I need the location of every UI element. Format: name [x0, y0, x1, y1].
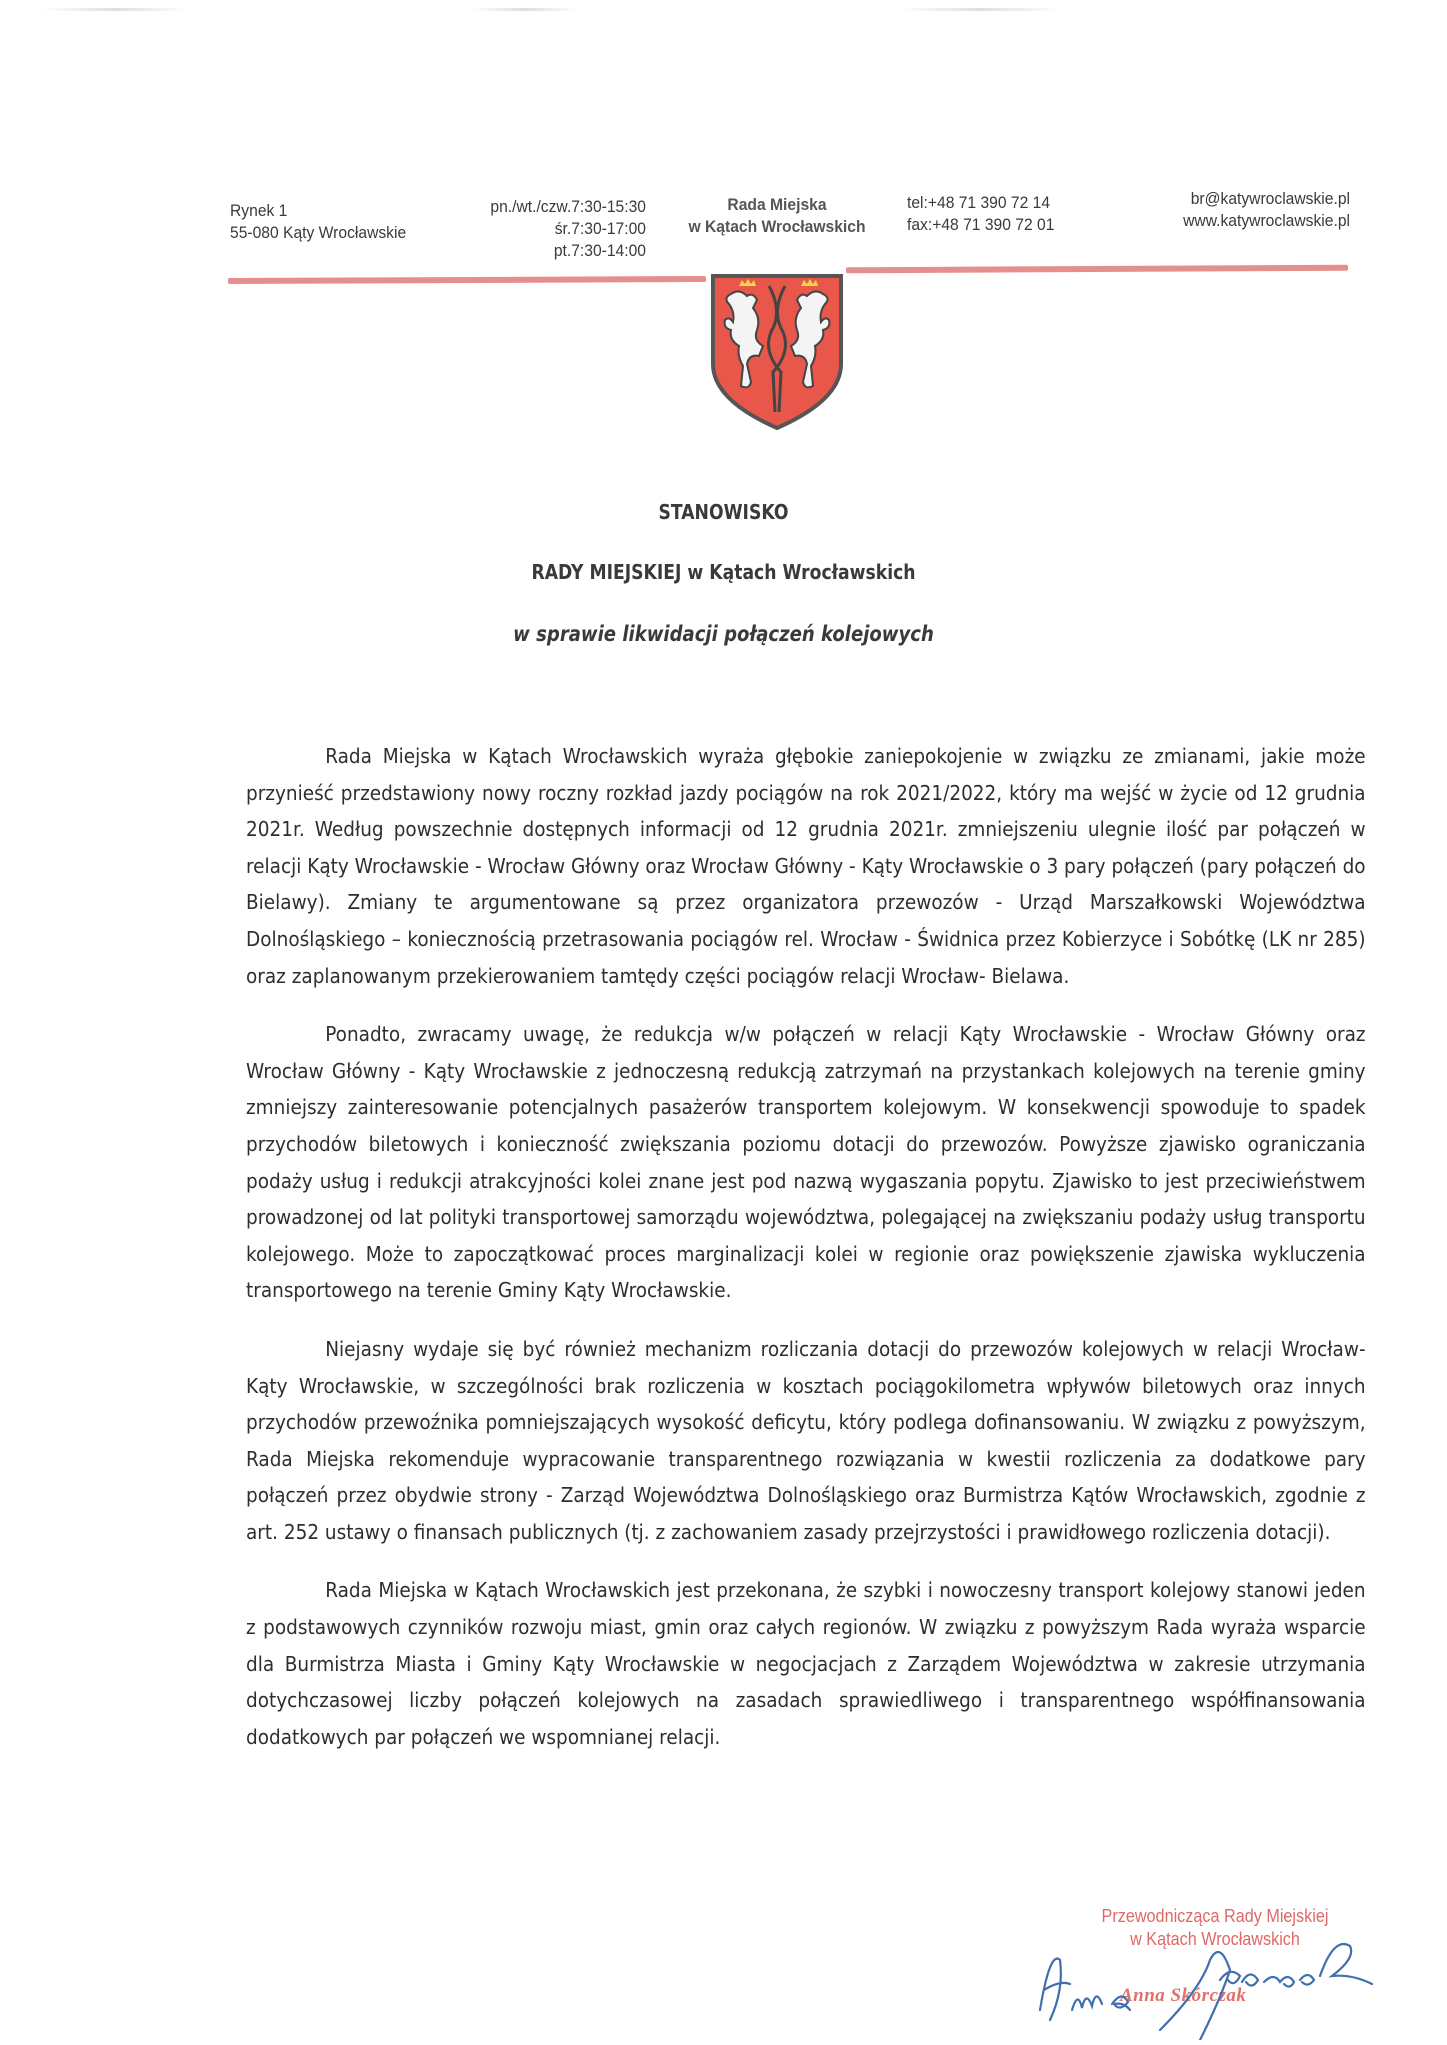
letterhead-address	[230, 200, 406, 244]
letterhead-council-name	[673, 194, 881, 238]
fax-line: fax:+48 71 390 72 01	[907, 215, 1055, 234]
address-line: Rynek 1	[230, 201, 288, 220]
document-subtitle: RADY MIEJSKIEJ w Kątach Wrocławskich	[531, 560, 916, 584]
coat-of-arms-icon	[709, 272, 845, 432]
council-line: w Kątach Wrocławskich	[688, 217, 866, 236]
paragraph: Rada Miejska w Kątach Wrocławskich jest przekonana, że szybki i nowoczesny transport kolejowy stanowi jeden z podstawowych czynników rozwoju miast, gmin oraz całych regionów. W związku z powyższym Rada wyraża wsparcie dla Burmistrza Miasta i Gminy Kąty Wrocławskie w negocjacjach z Zarządem Województwa w zakresie utrzymania dotychczasowej liczby połączeń kolejowych na zasadach sprawiedliwego i transparentnego współfinansowania dodatkowych par połączeń we wspomnianej relacji.	[246, 1578, 1366, 1749]
scan-artifact	[900, 8, 1060, 11]
paragraph: Rada Miejska w Kątach Wrocławskich wyraża głębokie zaniepokojenie w związku ze zmianami, jakie może przynieść przedstawiony nowy roczny rozkład jazdy pociągów na rok 2021/2022, który ma wejść w życie od 12 grudnia 2021r. Według powszechnie dostępnych informacji od 12 grudnia 2021r. zmniejszeniu ulegnie ilość par połączeń w relacji Kąty Wrocławskie - Wrocław Główny oraz Wrocław Główny - Kąty Wrocławskie o 3 pary połączeń (pary połączeń do Bielawy). Zmiany te argumentowane są przez organizatora przewozów - Urząd Marszałkowski Województwa Dolnośląskiego – koniecznością przetrasowania pociągów rel. Wrocław - Świdnica przez Kobierzyce i Sobótkę (LK nr 285) oraz zaplanowanym przekierowaniem tamtędy części pociągów relacji Wrocław- Bielawa.	[246, 744, 1366, 988]
address-line: 55-080 Kąty Wrocławskie	[230, 223, 407, 242]
letterhead-divider-right	[846, 265, 1348, 274]
hours-line: pn./wt./czw.7:30-15:30	[490, 197, 646, 216]
council-line: Rada Miejska	[727, 195, 827, 214]
stamp-line: Przewodnicząca Rady Miejskiej	[1101, 1906, 1329, 1926]
document-subject: w sprawie likwidacji połączeń kolejowych	[513, 622, 934, 646]
document-title: STANOWISKO	[658, 500, 789, 524]
letterhead-contact-web	[1157, 188, 1350, 232]
website-link[interactable]: www.katywroclawskie.pl	[1183, 211, 1350, 230]
signatory-name: Anna Skórczak	[1120, 1985, 1247, 2006]
scan-artifact	[40, 8, 190, 11]
document-body	[246, 738, 1366, 1777]
scan-artifact	[470, 8, 580, 11]
hours-line: pt.7:30-14:00	[553, 241, 646, 260]
letterhead-divider-left	[228, 276, 706, 284]
letterhead-phone	[907, 192, 1054, 236]
stamp-line: w Kątach Wrocławskich	[1130, 1929, 1300, 1949]
paragraph: Niejasny wydaje się być również mechanizm rozliczania dotacji do przewozów kolejowych w relacji Wrocław-Kąty Wrocławskie, w szczególności brak rozliczenia w kosztach pociągokilometra wpływów biletowych oraz innych przychodów przewoźnika pomniejszających wysokość deficytu, który podlega dofinansowaniu. W związku z powyższym, Rada Miejska rekomenduje wypracowanie transparentnego rozwiązania w kwestii rozliczenia za dodatkowe pary połączeń przez obydwie strony - Zarząd Województwa Dolnośląskiego oraz Burmistrza Kątów Wrocławskich, zgodnie z art. 252 ustawy o finansach publicznych (tj. z zachowaniem zasady przejrzystości i prawidłowego rozliczenia dotacji).	[246, 1336, 1366, 1544]
letterhead-office-hours	[471, 196, 646, 262]
phone-line: tel:+48 71 390 72 14	[907, 193, 1051, 212]
hours-line: śr.7:30-17:00	[554, 219, 646, 238]
email-link[interactable]: br@katywroclawskie.pl	[1190, 189, 1350, 208]
handwritten-signature-icon	[1020, 1930, 1400, 2040]
paragraph: Ponadto, zwracamy uwagę, że redukcja w/w połączeń w relacji Kąty Wrocławskie - Wrocław Główny oraz Wrocław Główny - Kąty Wrocławskie z jednoczesną redukcją zatrzymań na przystankach kolejowych na terenie gminy zmniejszy zainteresowanie potencjalnych pasażerów transportem kolejowym. W konsekwencji spowoduje to spadek przychodów biletowych i konieczność zwiększania poziomu dotacji do przewozów. Powyższe zjawisko ograniczania podaży usług i redukcji atrakcyjności kolei znane jest pod nazwą wygaszania popytu. Zjawisko to jest przeciwieństwem prowadzonej od lat polityki transportowej samorządu województwa, polegającej na zwiększaniu podaży usług transportu kolejowego. Może to zapoczątkować proces marginalizacji kolei w regionie oraz powiększenie zjawiska wykluczenia transportowego na terenie Gminy Kąty Wrocławskie.	[246, 1022, 1366, 1303]
